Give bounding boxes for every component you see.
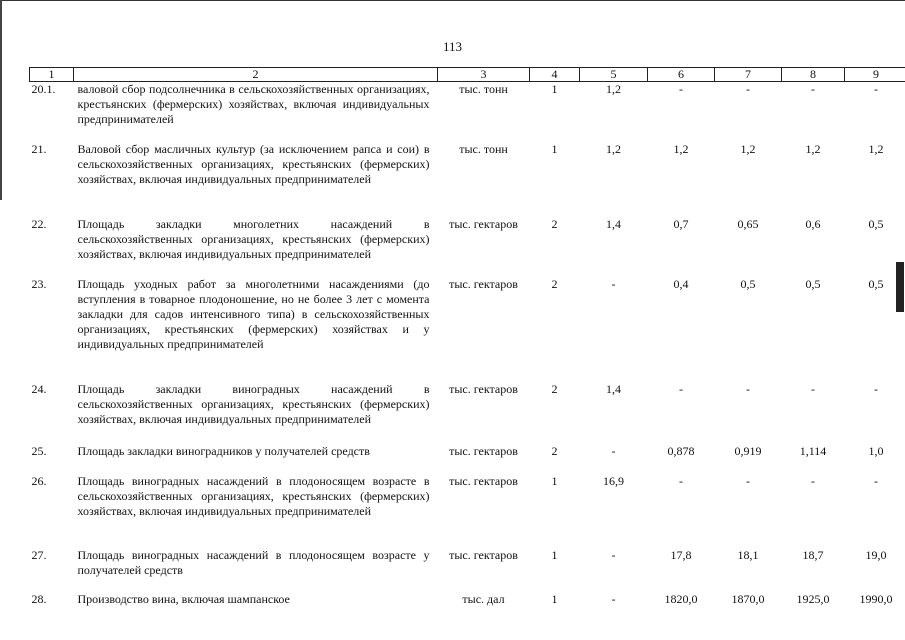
value-col-8: - [811,82,815,96]
value-col-5: 16,9 [603,473,624,488]
row-number: 28. [31,591,47,606]
value-col-9: - [874,381,878,396]
value-col-4: 1 [551,82,558,96]
value-col-6: 1,2 [673,141,689,156]
value-col-4: 1 [551,473,558,488]
unit-cell: тыс. гектаров [449,276,518,291]
value-col-5: 1,4 [606,216,621,231]
row-number: 25. [31,443,47,458]
value-col-5: - [611,443,616,458]
table-row [30,277,905,382]
value-col-4: 1 [551,141,558,156]
value-col-8: 1,114 [799,443,827,458]
unit-cell: тыс. гектаров [449,216,518,231]
indicator-name: валовой сбор подсолнечника в сельскохозяйственных организациях, крестьянских (фермерских) хозяйствах, включая индивидуальных предпринимателей [77,82,430,126]
value-col-6: 0,7 [673,216,689,231]
value-col-6: 0,878 [667,443,695,458]
row-number: 21. [31,141,47,156]
value-col-8: 0,6 [805,216,821,231]
value-col-9: - [874,473,878,488]
table-row [30,382,905,444]
column-header-4: 4 [530,68,580,82]
indicators-table [29,67,905,612]
value-col-8: 1925,0 [796,591,830,606]
value-col-4: 1 [551,547,558,562]
value-col-8: 18,7 [802,547,824,562]
table-row [30,548,905,592]
scan-edge-left [0,0,2,200]
unit-cell: тыс. дал [462,591,505,606]
value-col-8: - [811,381,815,396]
value-col-6: 1820,0 [664,591,698,606]
value-col-7: 0,65 [737,216,759,231]
value-col-7: 0,919 [734,443,762,458]
value-col-5: 1,2 [606,82,621,96]
value-col-7: - [746,381,750,396]
table-header-row [30,68,905,82]
scan-edge-top [0,0,905,1]
unit-cell: тыс. гектаров [449,473,518,488]
row-number: 20.1. [31,82,56,96]
value-col-8: 1,2 [805,141,821,156]
indicator-name: Площадь уходных работ за многолетними насаждениями (до вступления в товарное плодоношение, но не более 3 лет с момента закладки для садов интенсивного типа) в сельскохозяйственных организациях, крестьянских (фермерских) хозяйствах и у индивидуальных предпринимателей [77,276,430,351]
row-number: 22. [31,216,47,231]
value-col-9: 0,5 [868,276,884,291]
indicator-name: Площадь закладки многолетних насаждений в сельскохозяйственных организациях, крестьянских (фермерских) хозяйствах, включая индивидуальных предпринимателей [77,216,430,261]
column-header-3: 3 [438,68,530,82]
value-col-7: - [746,82,750,96]
value-col-4: 2 [551,381,558,396]
value-col-7: 1870,0 [731,591,765,606]
table-row [30,474,905,548]
value-col-4: 2 [551,443,558,458]
unit-cell: тыс. тонн [459,82,508,96]
value-col-8: - [811,473,815,488]
table-row [30,82,905,142]
row-number: 27. [31,547,47,562]
value-col-9: - [874,82,878,96]
row-number: 26. [31,473,47,488]
value-col-4: 2 [551,276,558,291]
value-col-7: 1,2 [740,141,756,156]
value-col-7: 0,5 [740,276,756,291]
table-row [30,217,905,277]
column-header-9: 9 [845,68,905,82]
value-col-5: - [611,547,616,562]
unit-cell: тыс. гектаров [449,381,518,396]
value-col-6: 17,8 [670,547,692,562]
table-row [30,142,905,217]
value-col-9: 1,0 [868,443,884,458]
unit-cell: тыс. гектаров [449,547,518,562]
row-number: 24. [31,381,47,396]
column-header-1: 1 [30,68,74,82]
column-header-5: 5 [580,68,648,82]
indicator-name: Площадь виноградных насаждений в плодоносящем возрасте у получателей средств [77,547,430,577]
value-col-6: - [679,381,683,396]
value-col-9: 1990,0 [859,591,893,606]
value-col-7: 18,1 [737,547,759,562]
row-number: 23. [31,276,47,291]
value-col-5: 1,4 [606,381,621,396]
unit-cell: тыс. тонн [459,141,508,156]
column-header-2: 2 [74,68,438,82]
page-number: 113 [442,39,463,54]
value-col-5: - [611,591,616,606]
indicator-name: Валовой сбор масличных культур (за исключением рапса и сои) в сельскохозяйственных организациях, крестьянских (фермерских) хозяйствах, включая индивидуальных предпринимателей [77,141,430,186]
value-col-7: - [746,473,750,488]
indicator-name: Производство вина, включая шампанское [77,591,290,606]
value-col-6: - [679,473,683,488]
column-header-8: 8 [782,68,845,82]
value-col-4: 1 [551,591,558,606]
value-col-9: 19,0 [865,547,887,562]
column-header-7: 7 [715,68,782,82]
unit-cell: тыс. гектаров [449,443,518,458]
column-header-6: 6 [648,68,715,82]
value-col-8: 0,5 [805,276,821,291]
value-col-6: 0,4 [673,276,689,291]
table-row [30,444,905,474]
value-col-9: 0,5 [868,216,884,231]
value-col-5: - [611,276,616,291]
value-col-4: 2 [551,216,558,231]
value-col-5: 1,2 [606,141,621,156]
indicator-name: Площадь закладки виноградников у получателей средств [77,443,370,458]
table-row [30,592,905,612]
value-col-9: 1,2 [868,141,884,156]
indicator-name: Площадь закладки виноградных насаждений в сельскохозяйственных организациях, крестьянских (фермерских) хозяйствах, включая индивидуальных предпринимателей [77,381,430,426]
value-col-6: - [679,82,683,96]
indicator-name: Площадь виноградных насаждений в плодоносящем возрасте в сельскохозяйственных организациях, крестьянских (фермерских) хозяйствах, включая индивидуальных предпринимателей [77,473,430,518]
